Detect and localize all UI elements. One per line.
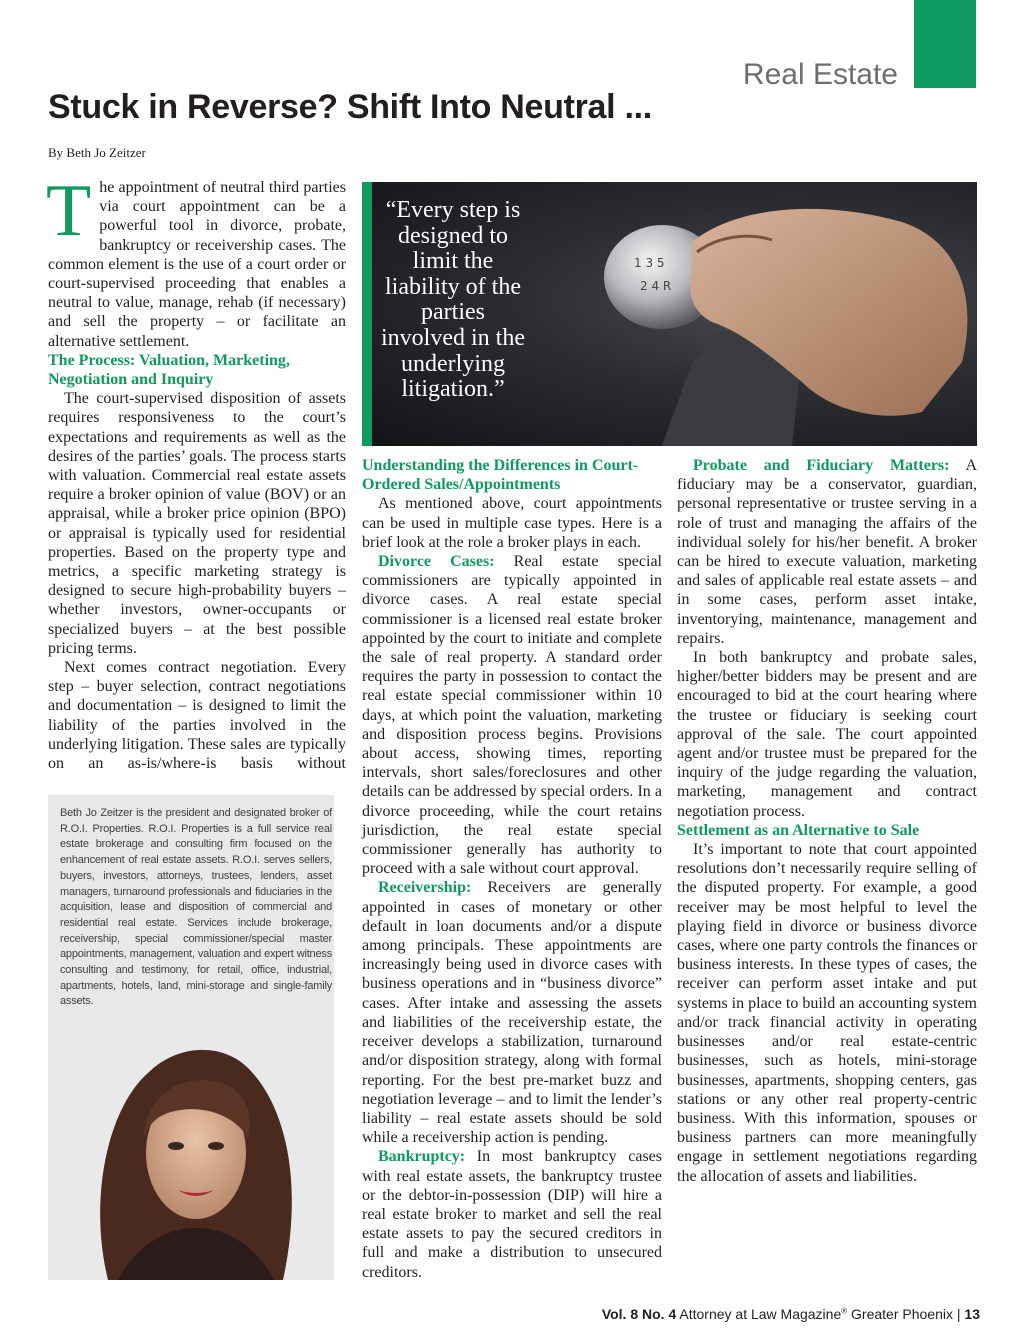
section-color-tab (914, 0, 976, 88)
paragraph-process-2: Next comes contract negotiation. Every step – buyer selection, contract negotiations and documentation – is designed to limit the liability of the parties involved in the underlying litigation. These sales are typically on an as-is/where-is basis without (48, 659, 346, 773)
svg-text:2 4 R: 2 4 R (640, 279, 672, 293)
article-column-3 (677, 456, 977, 1186)
paragraph-bankruptcy (362, 1147, 662, 1281)
runin-probate: Probate and Fiduciary Matters: (693, 457, 950, 474)
paragraph-process-1: The court-supervised disposition of assets requires responsiveness to the court’s expectations and requirements as well as the desires of the parties’ goals. The process starts with valuation. Commercial real estate assets require a broker opinion of value (BOV) or an appraisal, while a broker price opinion (BPO) or appraisal is typically used for residential properties. Based on the property type and metrics, a specific marketing strategy is designed to secure high-probability buyers – whether investors, owner-occupants or specialized buyers – at the best possible pricing terms. (48, 390, 346, 657)
paragraph-divorce (362, 552, 662, 878)
page-number: 13 (964, 1306, 980, 1322)
article-column-1 (46, 170, 346, 773)
intro-text: he appointment of neutral third parties via court appointment can be a powerful tool in divorce, probate, bankruptcy or receivership cases. The common element is the use of a court order or court-supervised proceeding that enables a neutral to value, manage, rehab (if necessary) and sell the property – or facilitate an alternative settlement. (48, 179, 346, 350)
divorce-text: Real estate special commissioners are typically appointed in divorce cases. A real estate special commissioner is a licensed real estate broker appointed by the court to initiate and complete the sale of real property. A standard order requires the party in possession to contact the real estate special commissioner within 10 days, at which point the valuation, marketing and disposition process begins. Provisions about access, showing times, reporting intervals, short sales/foreclosures and other details can be addressed by special orders. In a divorce proceeding, while the court retains jurisdiction, the real estate special commissioner generally has authority to proceed with a sale without court approval. (362, 553, 662, 878)
author-bio-text: Beth Jo Zeitzer is the president and designated broker of R.O.I. Properties. R.O.I. Properties is a full service real estate brokerage and consulting firm focused on the enhancement of real estate assets. R.O.I. serves sellers, buyers, investors, attorneys, trustees, lenders, asset managers, turnaround professionals and fiduciaries in the acquisition, lease and disposition of commercial and residential real estate. Services include brokerage, receivership, special commissioner/special master appointments, management, valuation and expert witness consulting and testimony, for retail, office, industrial, apartments, hotels, land, mini-storage and single-family assets. (60, 807, 332, 1008)
author-portrait (48, 1018, 334, 1280)
paragraph-probate (677, 456, 977, 648)
footer-issue: Vol. 8 No. 4 (601, 1306, 677, 1322)
footer-registered-mark: ® (841, 1306, 848, 1316)
subhead-process: The Process: Valuation, Marketing, Negotiation and Inquiry (48, 351, 290, 389)
bankruptcy-text: In most bankruptcy cases with real estate assets, the bankruptcy trustee or the debtor-in-possession (DIP) will hire a real estate broker to market and sell the real estate assets to pay the secured creditors in full and make a distribution to unsecured creditors. (362, 1148, 662, 1281)
runin-bankruptcy: Bankruptcy: (378, 1148, 466, 1166)
intro-paragraph (46, 170, 346, 351)
page-footer (500, 1306, 980, 1322)
footer-separator: | (956, 1306, 961, 1322)
paragraph-differences: As mentioned above, court appointments can be used in multiple case types. Here is a brief look at the role a broker plays in each. (362, 495, 662, 551)
receivership-text: Receivers are generally appointed in cases of monetary or other default in loan documents and/or a dispute among principals. These appointments are increasingly being used in divorce cases with business operations and in “business divorce” cases. After intake and assessing the assets and liabilities of the receivership estate, the receiver develops a stabilization, turnaround and/or disposition strategy, along with formal reporting. For the best pre-market buzz and negotiation leverage – and to limit the lender’s liability – real estate assets should be sold while a receivership action is pending. (362, 879, 662, 1147)
paragraph-probate-2: In both bankruptcy and probate sales, higher/better bidders may be present and are encouraged to bid at the court hearing where the trustee or fiduciary is seeking court approval of the sale. The court appointed agent and/or trustee must be prepared for the inquiry of the judge regarding the valuation, marketing, management and contract negotiation process. (677, 649, 977, 820)
svg-text:1 3 5: 1 3 5 (634, 256, 665, 270)
subhead-differences: Understanding the Differences in Court-Ordered Sales/Appointments (362, 457, 639, 494)
paragraph-settlement: It’s important to note that court appointed resolutions don’t necessarily require selling of the disputed property. For example, a good receiver may be most helpful to level the playing field in divorce or business divorce cases, where one party controls the finances or business interests. In these types of cases, the receiver can perform asset intake and put systems in place to build an accounting system and/or track financial activity in operating businesses and/or real estate-centric businesses, such as hotels, mini-storage businesses, apartments, shopping centers, gas stations or any other real property-centric business. With this information, spouses or business partners can more meaningfully engage in settlement negotiations regarding the allocation of assets and liabilities. (677, 841, 977, 1185)
subhead-settlement: Settlement as an Alternative to Sale (677, 821, 920, 839)
article-title: Stuck in Reverse? Shift Into Neutral ... (48, 88, 652, 126)
probate-text: A fiduciary may be a conservator, guardian, personal representative or trustee serving in a role of trust and managing the affairs of the individual solely for his/her benefit. A broker can be hired to execute valuation, marketing and sales of applicable real estate assets – and in some cases, perform asset intake, inventorying, maintenance, management and repairs. (677, 457, 977, 647)
footer-edition: Greater Phoenix (851, 1306, 953, 1322)
section-label: Real Estate (742, 58, 898, 91)
quote-accent-bar (362, 182, 372, 446)
paragraph-receivership (362, 878, 662, 1147)
runin-divorce: Divorce Cases: (378, 553, 495, 571)
portrait-icon (48, 1018, 334, 1280)
pull-quote: “Every step is designed to limit the liability of the parties involved in the underlying litigation.” (381, 197, 525, 403)
article-column-2 (362, 456, 662, 1282)
byline: By Beth Jo Zeitzer (48, 145, 146, 160)
runin-receivership: Receivership: (378, 879, 472, 897)
footer-magazine: Attorney at Law Magazine (679, 1306, 842, 1322)
drop-cap: T (46, 170, 92, 252)
